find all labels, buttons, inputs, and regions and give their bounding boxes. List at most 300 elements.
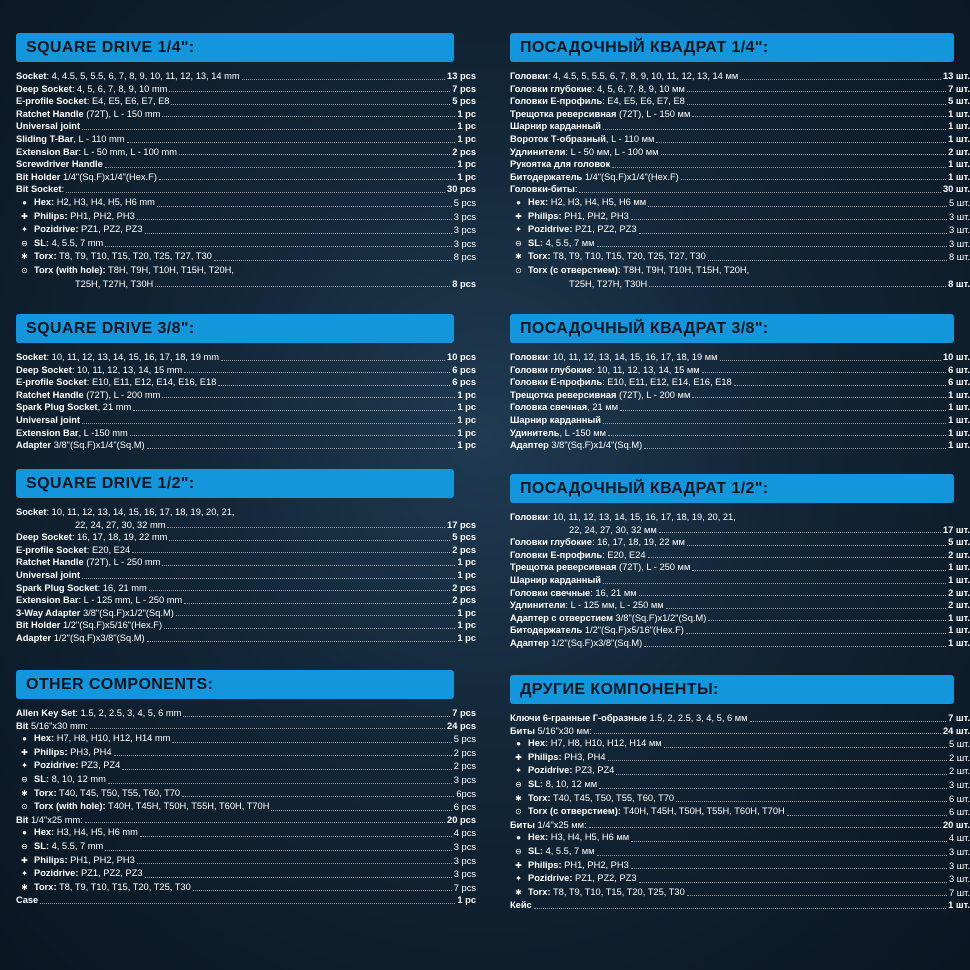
item-description — [514, 872, 637, 886]
item-spec: H3, H4, H5, H6 мм — [548, 832, 630, 843]
item-quantity: 4 pcs — [453, 828, 476, 839]
item-row — [16, 427, 476, 440]
item-row — [510, 70, 970, 83]
item-label: Кейс — [510, 900, 532, 911]
dotted-leader — [132, 552, 450, 553]
item-spec: T40H, T45H, T50H, T55H, T60H, T70H — [620, 806, 785, 817]
item-quantity: 24 pcs — [447, 720, 476, 731]
item-spec: (72T), L - 150 мм — [616, 108, 691, 119]
item-quantity: 1 шт. — [948, 108, 970, 119]
dotted-leader — [105, 167, 456, 168]
sub-item-row — [16, 867, 476, 881]
item-label: Pozidrive: — [528, 765, 573, 776]
dotted-leader — [616, 774, 947, 775]
item-spec: T40, T45, T50, T55, T60, T70 — [56, 787, 181, 798]
item-spec: T8, T9, T10, T15, T20, T25, T27, T30 — [56, 251, 212, 262]
item-description — [20, 264, 234, 278]
item-row — [510, 427, 970, 440]
item-description — [20, 223, 143, 237]
item-quantity: 3 pcs — [453, 225, 476, 236]
dotted-leader — [137, 863, 452, 864]
item-label: Ratchet Handle — [16, 108, 84, 119]
sub-item-row — [16, 250, 476, 264]
item-row — [16, 171, 476, 184]
item-label: Allen Key Set — [16, 708, 76, 718]
item-label: Torx (с отверстием): — [528, 264, 621, 275]
torx-icon: ✱ — [515, 793, 522, 803]
item-description — [16, 171, 157, 184]
item-description — [510, 819, 587, 832]
sub-item-row — [16, 881, 476, 895]
item-row — [510, 637, 970, 650]
item-label: Трещотка реверсивная — [510, 562, 617, 573]
item-description — [16, 158, 103, 171]
item-description — [514, 237, 595, 251]
item-label: Spark Plug Socket — [16, 402, 98, 413]
dotted-leader — [612, 167, 946, 168]
item-label: Головки — [510, 512, 548, 522]
item-description — [510, 70, 738, 83]
item-row — [16, 83, 476, 96]
hex-icon: ● — [516, 197, 521, 207]
item-spec: : E4, E5, E6, E7, E8 — [86, 96, 170, 107]
item-row — [16, 401, 476, 414]
item-quantity: 3 pcs — [453, 211, 476, 222]
item-row — [16, 146, 476, 159]
item-quantity: 1 pc — [457, 607, 476, 618]
section-header: SQUARE DRIVE 1/2": — [16, 469, 454, 498]
slotted-icon: ⊖ — [21, 238, 28, 248]
item-label: Шарнир карданный — [510, 121, 602, 132]
sub-item-row — [16, 787, 476, 801]
item-description — [16, 427, 128, 440]
item-row — [510, 612, 970, 625]
item-row — [16, 133, 476, 146]
item-label: Universal joint — [16, 569, 81, 580]
item-quantity: 5 шт. — [948, 537, 970, 548]
dotted-leader — [639, 595, 947, 596]
dotted-leader — [603, 583, 946, 584]
item-label: SL: — [34, 237, 49, 248]
dotted-leader — [631, 841, 947, 842]
sub-item-row — [510, 831, 970, 845]
item-label: Hex: — [528, 196, 549, 207]
section-header: SQUARE DRIVE 1/4": — [16, 33, 454, 62]
item-description — [20, 867, 143, 881]
item-quantity: 3 шт. — [948, 846, 970, 857]
torx-hole-icon: ⊙ — [515, 265, 522, 275]
item-label: Pozidrive: — [34, 760, 79, 771]
item-row — [16, 389, 476, 402]
item-label: Universal joint — [16, 121, 81, 132]
item-description — [16, 95, 169, 108]
dotted-leader — [66, 192, 445, 193]
item-label: Pozidrive: — [528, 224, 573, 235]
item-label: Screwdriver Handle — [16, 159, 103, 170]
item-spec: (72T), L - 200 mm — [83, 389, 161, 400]
item-row — [16, 376, 476, 389]
item-label: Биты — [510, 725, 535, 736]
phillips-icon: ✚ — [515, 860, 522, 870]
item-spec: : 10, 11, 12, 13, 14, 15, 16, 17, 18, 19 мм — [547, 352, 718, 362]
item-label: Адаптер — [510, 637, 549, 648]
item-spec: : E10, E11, E12, E14, E16, E18 — [602, 377, 732, 388]
item-description — [514, 210, 629, 224]
item-label: Torx (with hole): — [34, 801, 106, 812]
item-label: Вороток Т-образный — [510, 133, 606, 144]
pozidrive-icon: ✦ — [21, 869, 28, 879]
section-posadochny-kvadrat-3-8 — [510, 314, 970, 452]
item-description — [510, 120, 601, 133]
dotted-leader — [114, 755, 452, 756]
item-description — [510, 612, 706, 625]
dotted-leader — [179, 154, 450, 155]
item-description — [16, 531, 167, 544]
item-label: Битодержатель — [510, 171, 583, 182]
item-spec: : L - 125 mm, L - 250 mm — [78, 595, 183, 606]
phillips-icon: ✚ — [21, 855, 28, 865]
item-spec: : L - 50 мм, L - 100 мм — [565, 146, 659, 157]
torx-hole-icon: ⊙ — [21, 802, 28, 812]
item-spec: T40H, T45H, T50H, T55H, T60H, T70H — [105, 801, 270, 812]
item-spec: : 16, 17, 18, 19, 22 mm — [71, 532, 168, 543]
item-description — [16, 439, 145, 452]
item-quantity: 1 шт. — [948, 900, 970, 911]
dotted-leader — [169, 540, 450, 541]
dotted-leader — [172, 742, 451, 743]
item-quantity: 5 шт. — [948, 197, 970, 208]
item-quantity: 1 pc — [457, 133, 476, 144]
dotted-leader — [656, 142, 946, 143]
item-quantity: 1 шт. — [948, 625, 970, 636]
item-spec: , L -150 мм — [559, 427, 607, 438]
section-square-drive-1-4 — [16, 33, 476, 290]
item-spec: PH3, PH4 — [67, 746, 112, 757]
item-description — [510, 549, 646, 562]
item-label: Extension Bar — [16, 146, 79, 157]
item-quantity: 30 pcs — [447, 184, 476, 195]
hex-icon: ● — [516, 739, 521, 749]
item-row — [510, 899, 970, 912]
item-description — [75, 278, 153, 291]
item-label: Удинитель — [510, 427, 560, 438]
item-description — [514, 886, 685, 900]
dotted-leader — [648, 206, 947, 207]
item-spec: PH1, PH2, PH3 — [67, 210, 135, 221]
item-label: Philips: — [34, 210, 68, 221]
item-spec: 8, 10, 12 мм — [542, 778, 598, 789]
item-label: Головка свечная — [510, 402, 588, 413]
item-quantity: 2 pcs — [453, 761, 476, 772]
item-quantity: 2 шт. — [948, 549, 970, 560]
item-quantity: 1 шт. — [948, 159, 970, 170]
item-spec: H3, H4, H5, H6 mm — [54, 827, 138, 838]
item-spec: T8H, T9H, T10H, T15H, T20H, — [105, 264, 234, 275]
item-row — [510, 587, 970, 600]
item-row — [16, 814, 476, 827]
dotted-leader — [687, 545, 946, 546]
item-row — [510, 133, 970, 146]
dotted-leader — [603, 423, 946, 424]
item-label: Bit Holder — [16, 620, 61, 631]
item-spec: , 21 мм — [587, 402, 619, 413]
item-label: 3-Way Adapter — [16, 607, 81, 618]
dotted-leader — [147, 448, 456, 449]
dotted-leader — [183, 716, 450, 717]
item-quantity: 3 pcs — [453, 774, 476, 785]
item-quantity: 8 шт. — [948, 252, 970, 263]
item-description — [569, 524, 657, 537]
dotted-leader — [184, 372, 450, 373]
item-label: Hex: — [528, 738, 549, 749]
dotted-leader — [620, 410, 946, 411]
item-quantity: 5 pcs — [452, 532, 476, 543]
sub-item-row — [510, 210, 970, 224]
item-quantity: 1 pc — [457, 171, 476, 182]
item-quantity: 1 шт. — [948, 171, 970, 182]
item-spec: (72T), L - 200 мм — [616, 389, 691, 400]
dotted-leader — [145, 877, 452, 878]
item-description — [510, 389, 690, 402]
dotted-leader — [242, 79, 445, 80]
dotted-leader — [108, 783, 452, 784]
item-row — [510, 95, 970, 108]
item-spec: PZ1, PZ2, PZ3 — [572, 224, 637, 235]
item-spec: 22, 24, 27, 30, 32 mm — [75, 519, 166, 530]
dotted-leader — [214, 260, 452, 261]
dotted-leader — [82, 423, 455, 424]
item-quantity: 2 шт. — [948, 587, 970, 598]
item-label: Головки глубокие — [510, 537, 592, 548]
item-row — [16, 582, 476, 595]
item-description — [510, 536, 685, 549]
item-row — [510, 389, 970, 402]
torx-hole-icon: ⊙ — [21, 265, 28, 275]
item-quantity: 1 pc — [457, 414, 476, 425]
dotted-leader — [608, 435, 946, 436]
sub-item-row — [510, 751, 970, 765]
sub-item-row — [510, 196, 970, 210]
dotted-leader — [659, 532, 941, 533]
item-label: Шарнир карданный — [510, 414, 602, 425]
item-spec: : 10, 11, 12, 13, 14, 15 мм — [591, 364, 700, 375]
item-description — [514, 831, 629, 845]
item-label: Hex: — [34, 196, 55, 207]
item-quantity: 1 шт. — [948, 637, 970, 648]
item-label: SL: — [34, 773, 49, 784]
item-label: Bit Socket — [16, 184, 62, 195]
item-quantity: 1 шт. — [948, 133, 970, 144]
dotted-leader — [155, 286, 450, 287]
section-header: ДРУГИЕ КОМПОНЕНТЫ: — [510, 675, 954, 704]
item-row — [510, 183, 970, 196]
item-quantity: 20 pcs — [447, 814, 476, 825]
item-spec: : 4, 5, 6, 7, 8, 9, 10 mm — [71, 83, 168, 94]
item-label: Philips: — [528, 859, 562, 870]
item-label: Torx: — [528, 886, 551, 897]
item-row — [510, 146, 970, 159]
dotted-leader — [686, 633, 946, 634]
dotted-leader — [145, 233, 452, 234]
item-label: Deep Socket — [16, 83, 72, 94]
item-spec: 3/8"(Sq.F)x1/4"(Sq.M) — [51, 440, 145, 451]
item-row — [510, 549, 970, 562]
item-quantity: 1 pc — [457, 440, 476, 451]
dotted-leader — [648, 557, 947, 558]
dotted-leader — [720, 360, 941, 361]
item-row — [510, 819, 970, 832]
item-spec: 1/4"x25 мм: — [534, 819, 587, 830]
item-spec: , 21 mm — [97, 402, 132, 413]
item-row — [510, 574, 970, 587]
item-description — [16, 83, 167, 96]
item-label: Битодержатель — [510, 625, 583, 636]
item-row — [510, 171, 970, 184]
hex-icon: ● — [516, 833, 521, 843]
dotted-leader — [271, 810, 451, 811]
item-quantity: 5 pcs — [453, 734, 476, 745]
item-quantity: 2 pcs — [452, 544, 476, 555]
item-quantity: 20 шт. — [943, 819, 970, 830]
dotted-leader — [708, 260, 947, 261]
dotted-leader — [740, 79, 941, 80]
dotted-leader — [579, 192, 941, 193]
item-description — [20, 237, 103, 251]
item-description — [510, 414, 601, 427]
item-quantity: 1 pc — [457, 427, 476, 438]
section-posadochny-kvadrat-1-2 — [510, 474, 970, 650]
item-quantity: 24 шт. — [943, 725, 970, 736]
dotted-leader — [193, 890, 452, 891]
continuation-row — [16, 519, 476, 532]
item-quantity: 1 pc — [457, 569, 476, 580]
item-label: Головки Е-профиль — [510, 377, 603, 388]
item-label: Torx: — [528, 792, 551, 803]
item-description — [510, 624, 684, 637]
item-row — [16, 556, 476, 569]
section-header: ПОСАДОЧНЫЙ КВАДРАТ 1/4": — [510, 33, 954, 62]
item-spec: T8, T9, T10, T15, T20, T25, T30 — [550, 886, 685, 897]
item-label: Адаптер — [510, 440, 549, 451]
item-spec: : 10, 11, 12, 13, 14, 15, 16, 17, 18, 19, 20, 21, — [547, 512, 736, 522]
item-description — [16, 146, 177, 159]
sub-item-row — [510, 845, 970, 859]
item-quantity: 7 pcs — [453, 882, 476, 893]
item-spec: : E20, E24 — [602, 549, 646, 560]
torx-icon: ✱ — [515, 252, 522, 262]
item-row — [510, 599, 970, 612]
item-label: Ratchet Handle — [16, 389, 84, 400]
phillips-icon: ✚ — [21, 211, 28, 221]
item-spec: : L - 50 mm, L - 100 mm — [78, 146, 178, 157]
item-label: Torx: — [528, 251, 551, 262]
item-label: SL: — [34, 840, 49, 851]
continuation-row — [510, 524, 970, 537]
item-row — [16, 720, 476, 733]
item-row — [16, 364, 476, 377]
dotted-leader — [218, 385, 450, 386]
pozidrive-icon: ✦ — [515, 766, 522, 776]
item-spec: 5/16"x30 мм: — [534, 725, 592, 736]
item-label: Шарнир карданный — [510, 574, 602, 585]
item-label: SL: — [528, 237, 543, 248]
sub-item-row — [16, 800, 476, 814]
sub-item-row — [16, 223, 476, 237]
dotted-leader — [702, 372, 947, 373]
hex-icon: ● — [22, 197, 27, 207]
item-spec: PH1, PH2, PH3 — [561, 210, 629, 221]
item-quantity: 2 pcs — [452, 146, 476, 157]
item-spec: T25H, T27H, T30H — [569, 278, 648, 289]
torx-icon: ✱ — [21, 788, 28, 798]
item-label: Головки Е-профиль — [510, 549, 603, 560]
dotted-leader — [594, 733, 941, 734]
item-spec: : 10, 11, 12, 13, 14, 15 mm — [71, 364, 183, 375]
item-list — [16, 351, 476, 452]
item-label: Pozidrive: — [528, 873, 573, 884]
item-spec: : 16, 21 mm — [97, 582, 147, 593]
item-description — [20, 800, 269, 814]
dotted-leader — [649, 286, 946, 287]
item-spec: , L - 110 мм — [605, 133, 655, 144]
item-spec: PZ3, PZ4 — [78, 760, 121, 771]
item-spec: (72T), L - 250 мм — [616, 562, 691, 573]
hex-icon: ● — [22, 734, 27, 744]
dotted-leader — [221, 360, 445, 361]
item-description — [16, 720, 88, 733]
item-quantity: 6 шт. — [948, 377, 970, 388]
item-spec: H2, H3, H4, H5, H6 mm — [54, 196, 155, 207]
item-quantity: 5 шт. — [948, 739, 970, 750]
dotted-leader — [681, 179, 946, 180]
sub-item-row — [510, 872, 970, 886]
item-label: Spark Plug Socket — [16, 582, 98, 593]
item-description — [16, 582, 147, 595]
pozidrive-icon: ✦ — [515, 225, 522, 235]
item-label: Socket — [16, 507, 47, 517]
item-row — [16, 183, 476, 196]
item-label: Sliding T-Bar — [16, 133, 74, 144]
item-description — [16, 351, 219, 364]
item-spec: (72T), L - 150 mm — [83, 108, 161, 119]
item-spec: PZ1, PZ2, PZ3 — [572, 873, 637, 884]
item-label: Socket — [16, 352, 47, 362]
item-label: Torx (с отверстием): — [528, 806, 621, 817]
item-spec: : 10, 11, 12, 13, 14, 15, 16, 17, 18, 19, 20, 21, — [46, 507, 235, 517]
item-spec: 3/8"(Sq.F)x1/2"(Sq.M) — [80, 607, 174, 618]
dotted-leader — [534, 908, 946, 909]
dotted-leader — [105, 850, 452, 851]
item-label: E-profile Socket — [16, 544, 87, 555]
item-row — [16, 414, 476, 427]
item-description — [510, 146, 659, 159]
item-spec: , L - 110 mm — [73, 133, 125, 144]
item-label: Удлинители — [510, 600, 566, 611]
item-row — [16, 632, 476, 645]
item-quantity: 3 шт. — [948, 238, 970, 249]
item-label: Extension Bar — [16, 595, 79, 606]
item-quantity: 8 pcs — [452, 278, 476, 289]
item-quantity: 5 pcs — [452, 96, 476, 107]
item-spec: 4, 5.5, 7 мм — [542, 237, 595, 248]
item-row — [16, 594, 476, 607]
sub-item-row — [510, 237, 970, 251]
dotted-leader — [787, 815, 947, 816]
item-list — [510, 712, 970, 912]
dotted-leader — [631, 219, 947, 220]
item-spec: 3/8"(Sq.F)x1/4"(Sq.M) — [548, 440, 643, 451]
sub-item-row — [510, 737, 970, 751]
